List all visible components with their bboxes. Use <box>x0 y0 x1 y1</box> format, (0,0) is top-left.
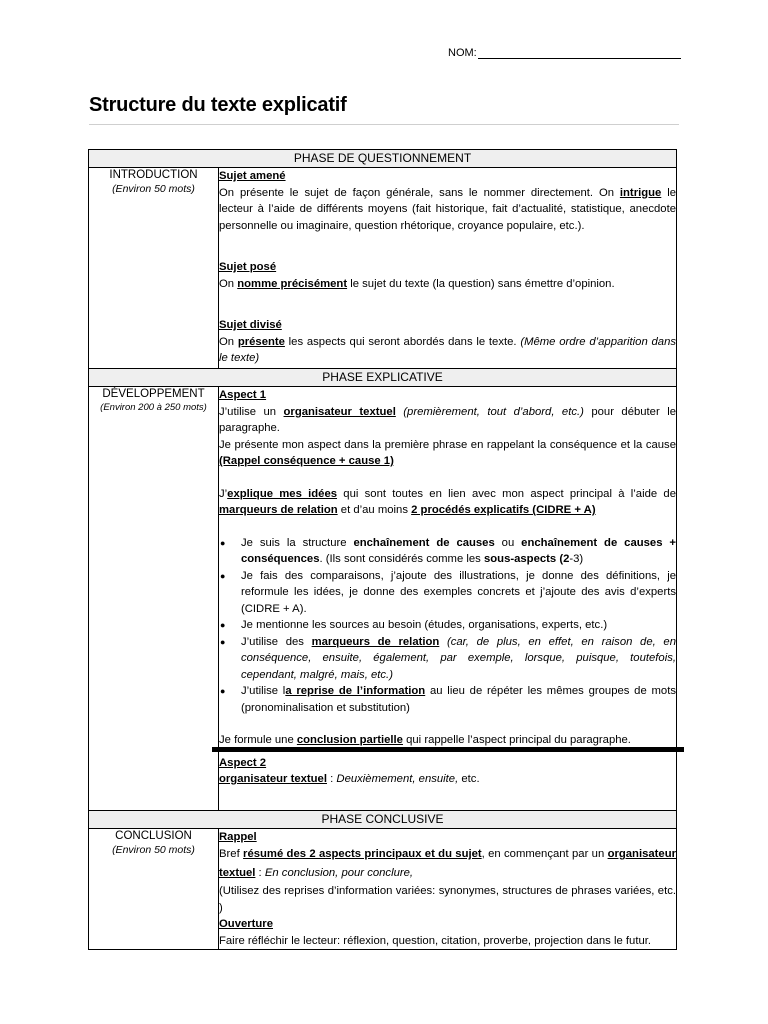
section-label-cell <box>89 168 219 369</box>
section-label: DÉVELOPPEMENT <box>102 388 205 400</box>
section-label: CONCLUSION <box>115 829 192 842</box>
name-blank-line[interactable] <box>478 46 681 59</box>
paragraph: Faire réfléchir le lecteur: réflexion, question, citation, proverbe, projection dans le futur. <box>219 934 652 947</box>
section-label: INTRODUCTION <box>109 169 198 181</box>
title-divider <box>89 124 679 125</box>
introduction-row <box>89 168 677 369</box>
list-item: ● Je suis la structure enchaînement de causes ou enchaînement de causes + conséquences. (Ils sont considérés comme les sous-aspects (2-3) <box>219 535 676 568</box>
name-label: NOM: <box>448 47 477 59</box>
phase-questionnement-header-row <box>89 150 677 168</box>
phase-conclusive-header-row <box>89 810 677 828</box>
list-item: ● Je mentionne les sources au besoin (études, organisations, experts, etc.) <box>219 617 676 634</box>
paragraph: J’utilise un organisateur textuel (premièrement, tout d’abord, etc.) pour débuter le paragraphe. <box>219 405 676 434</box>
section-content-cell <box>219 828 677 950</box>
aspect1-content-cell <box>219 387 677 750</box>
bullet-list <box>219 535 676 717</box>
subheading: Sujet posé <box>219 261 277 273</box>
list-item: ● Je fais des comparaisons, j’ajoute des illustrations, je donne des définitions, je reformule les idées, je donne des exemples concrets et j’ajoute des avis d’experts (CIDRE + A). <box>219 568 676 618</box>
conclusion-row <box>89 828 677 950</box>
subheading: Sujet divisé <box>219 319 282 331</box>
subheading: Rappel <box>219 830 257 843</box>
paragraph: On présente les aspects qui seront abordés dans le texte. (Même ordre d’apparition dans le texte) <box>219 335 677 364</box>
subheading: Aspect 1 <box>219 389 267 401</box>
paragraph: Bref résumé des 2 aspects principaux et du sujet, en commençant par un organisateur textuel : En conclusion, pour conclure, <box>219 848 676 879</box>
paragraph: On présente le sujet de façon générale, sans le nommer directement. On intrigue le lecteur à l’aide de différents moyens (fait historique, fait d’actualité, statistique, anecdote personnelle ou imaginaire, question rhétorique, croyance populaire, etc.). <box>219 186 676 232</box>
paragraph: Je formule une conclusion partielle qui rappelle l’aspect principal du paragraphe. <box>219 734 631 746</box>
page-title: Structure du texte explicatif <box>89 94 347 116</box>
paragraph: organisateur textuel : Deuxièmement, ensuite, etc. <box>219 773 480 785</box>
aspect2-content-cell <box>219 749 677 810</box>
structure-table <box>88 149 677 950</box>
list-item: ● J’utilise la reprise de l’information au lieu de répéter les mêmes groupes de mots (pronominalisation et substitution) <box>219 683 676 716</box>
section-label-cell <box>89 828 219 950</box>
paragraph: Je présente mon aspect dans la première phrase en rappelant la conséquence et la cause (Rappel conséquence + cause 1) <box>219 438 676 467</box>
phase-heading: PHASE CONCLUSIVE <box>89 810 677 828</box>
paragraph: J’explique mes idées qui sont toutes en lien avec mon aspect principal à l’aide de marqueurs de relation et d’au moins 2 procédés explicatifs (CIDRE + A) <box>219 487 676 516</box>
word-count-label: (Environ 200 à 250 mots) <box>100 402 207 413</box>
subheading: Ouverture <box>219 918 273 930</box>
paragraph: On nomme précisément le sujet du texte (la question) sans émettre d’opinion. <box>219 277 615 290</box>
section-label-cell <box>89 387 219 811</box>
subheading: Sujet amené <box>219 170 286 182</box>
word-count-label: (Environ 50 mots) <box>112 183 195 195</box>
word-count-label: (Environ 50 mots) <box>112 843 195 856</box>
paragraph: (Utilisez des reprises d’information variées: synonymes, structures de phrases variées, etc. ) <box>219 885 676 914</box>
developpement-row <box>89 387 677 750</box>
section-content-cell <box>219 168 677 369</box>
phase-heading: PHASE EXPLICATIVE <box>89 369 677 387</box>
phase-explicative-header-row <box>89 369 677 387</box>
phase-heading: PHASE DE QUESTIONNEMENT <box>89 150 677 168</box>
list-item: ● J’utilise des marqueurs de relation (car, de plus, en effet, en raison de, en conséquence, ensuite, également, par exemple, lorsque, puisque, toutefois, cependant, malgré, mais, etc.) <box>219 634 676 684</box>
subheading: Aspect 2 <box>219 756 267 769</box>
name-field <box>448 46 681 59</box>
